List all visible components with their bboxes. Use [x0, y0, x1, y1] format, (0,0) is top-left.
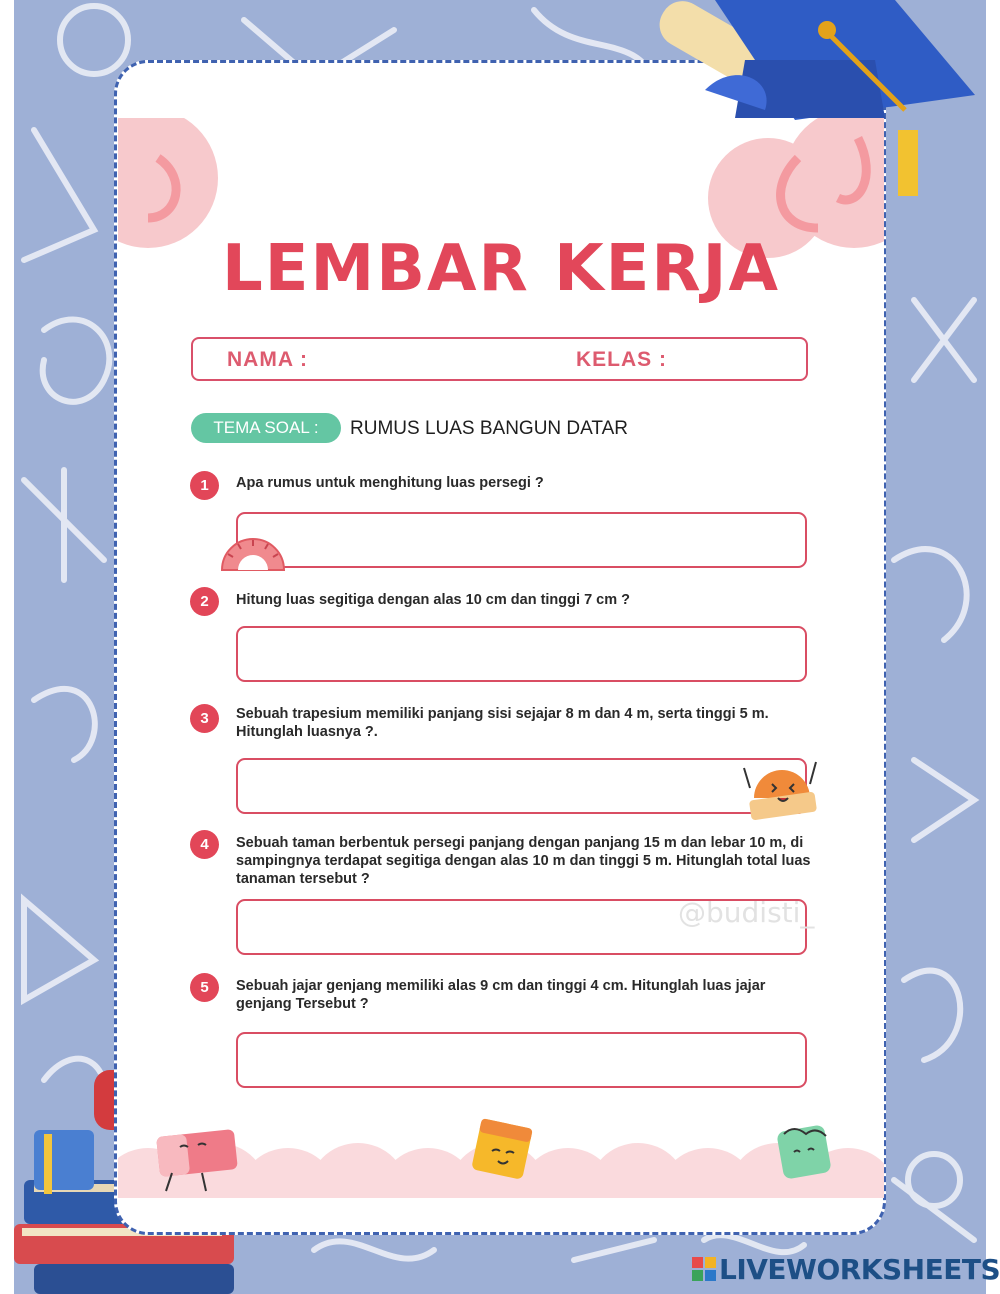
- answer-field-3[interactable]: [236, 758, 807, 814]
- question-text-4: Sebuah taman berbentuk persegi panjang dengan panjang 15 m dan lebar 10 m, di sampingnya terdapat segitiga dengan alas 10 m dan tinggi 5 m. Hitunglah total luas tanaman tersebut ?: [236, 835, 811, 887]
- question-text-3: Sebuah trapesium memiliki panjang sisi sejajar 8 m dan 4 m, serta tinggi 5 m. Hitunglah luasnya ?.: [236, 706, 769, 740]
- answer-field-1[interactable]: [236, 512, 807, 568]
- question-text-1: Apa rumus untuk menghitung luas persegi ?: [236, 475, 544, 491]
- question-number-2: 2: [190, 587, 219, 616]
- liveworksheets-logo-icon: [692, 1257, 716, 1281]
- sticker-green-eraser-icon: [772, 1120, 838, 1186]
- graduation-cap: [645, 0, 985, 200]
- kelas-label: KELAS :: [576, 348, 667, 371]
- answer-field-2[interactable]: [236, 626, 807, 682]
- brand-name: LIVEWORKSHEETS: [719, 1253, 1000, 1286]
- question-number-1: 1: [190, 471, 219, 500]
- answer-field-5[interactable]: [236, 1032, 807, 1088]
- nama-label: NAMA :: [227, 348, 309, 371]
- page-title: LEMBAR KERJA: [222, 232, 780, 306]
- sticker-pink-eraser-icon: [152, 1125, 242, 1195]
- watermark: @budisti_: [678, 896, 815, 929]
- question-text-5: Sebuah jajar genjang memiliki alas 9 cm dan tinggi 4 cm. Hitunglah luas jajar genjang Tersebut ?: [236, 978, 766, 1012]
- student-info-box: [191, 337, 808, 381]
- question-number-5: 5: [190, 973, 219, 1002]
- tema-badge: TEMA SOAL :: [191, 413, 341, 443]
- protractor-icon: [218, 528, 288, 574]
- tema-value: RUMUS LUAS BANGUN DATAR: [350, 418, 628, 439]
- question-number-4: 4: [190, 830, 219, 859]
- question-number-3: 3: [190, 704, 219, 733]
- question-text-2: Hitung luas segitiga dengan alas 10 cm dan tinggi 7 cm ?: [236, 592, 630, 608]
- sticker-yellow-note-icon: [466, 1113, 540, 1187]
- sticker-orange-eraser-icon: [736, 758, 826, 828]
